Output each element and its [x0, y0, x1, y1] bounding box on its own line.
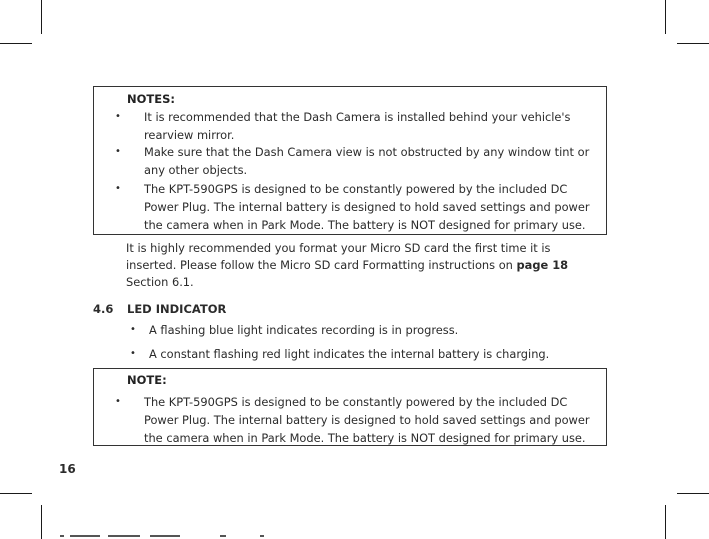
section-title: LED INDICATOR: [127, 302, 227, 316]
page-reference: page 18: [516, 258, 569, 272]
crop-mark: [665, 505, 666, 539]
page-number: 16: [59, 462, 76, 476]
format-line: inserted. Please follow the Micro SD card Formatting instructions on page 18: [126, 258, 569, 272]
led-item-text: A constant flashing red light indicates the internal battery is charging.: [149, 347, 550, 361]
bullet-icon: •: [115, 396, 121, 407]
notes-title: NOTES:: [127, 92, 175, 106]
note-box: [93, 368, 607, 446]
crop-mark: [0, 493, 32, 494]
section-number: 4.6: [93, 302, 114, 316]
notes-item-text: It is recommended that the Dash Camera is installed behind your vehicle's rearview mirror.: [144, 110, 571, 142]
bullet-icon: •: [115, 146, 121, 157]
format-paragraph: [126, 240, 596, 291]
notes-item-text: Make sure that the Dash Camera view is not obstructed by any window tint or any other objects.: [144, 145, 590, 177]
format-line: It is highly recommended you format your Micro SD card the first time it is: [126, 241, 551, 255]
bullet-icon: •: [130, 324, 136, 335]
bullet-icon: •: [130, 348, 136, 359]
bullet-icon: •: [115, 183, 121, 194]
bullet-icon: •: [115, 111, 121, 122]
crop-mark: [0, 43, 32, 44]
crop-mark: [41, 505, 42, 539]
note-item-text: The KPT-590GPS is designed to be constantly powered by the included DC Power Plug. The internal battery is designed to hold saved settings and power the camera when in Park Mode. The battery is NOT designed for primary use.: [144, 395, 590, 445]
notes-item-text: The KPT-590GPS is designed to be constantly powered by the included DC Power Plug. The internal battery is designed to hold saved settings and power the camera when in Park Mode. The battery is NOT designed for primary use.: [144, 182, 590, 232]
print-slug-marks: [60, 535, 280, 538]
crop-mark: [665, 0, 666, 34]
crop-mark: [41, 0, 42, 34]
crop-mark: [677, 493, 709, 494]
crop-mark: [677, 43, 709, 44]
format-line: Section 6.1.: [126, 275, 194, 289]
note-title: NOTE:: [127, 373, 167, 387]
notes-box: [93, 86, 607, 235]
led-item-text: A flashing blue light indicates recording is in progress.: [149, 323, 459, 337]
